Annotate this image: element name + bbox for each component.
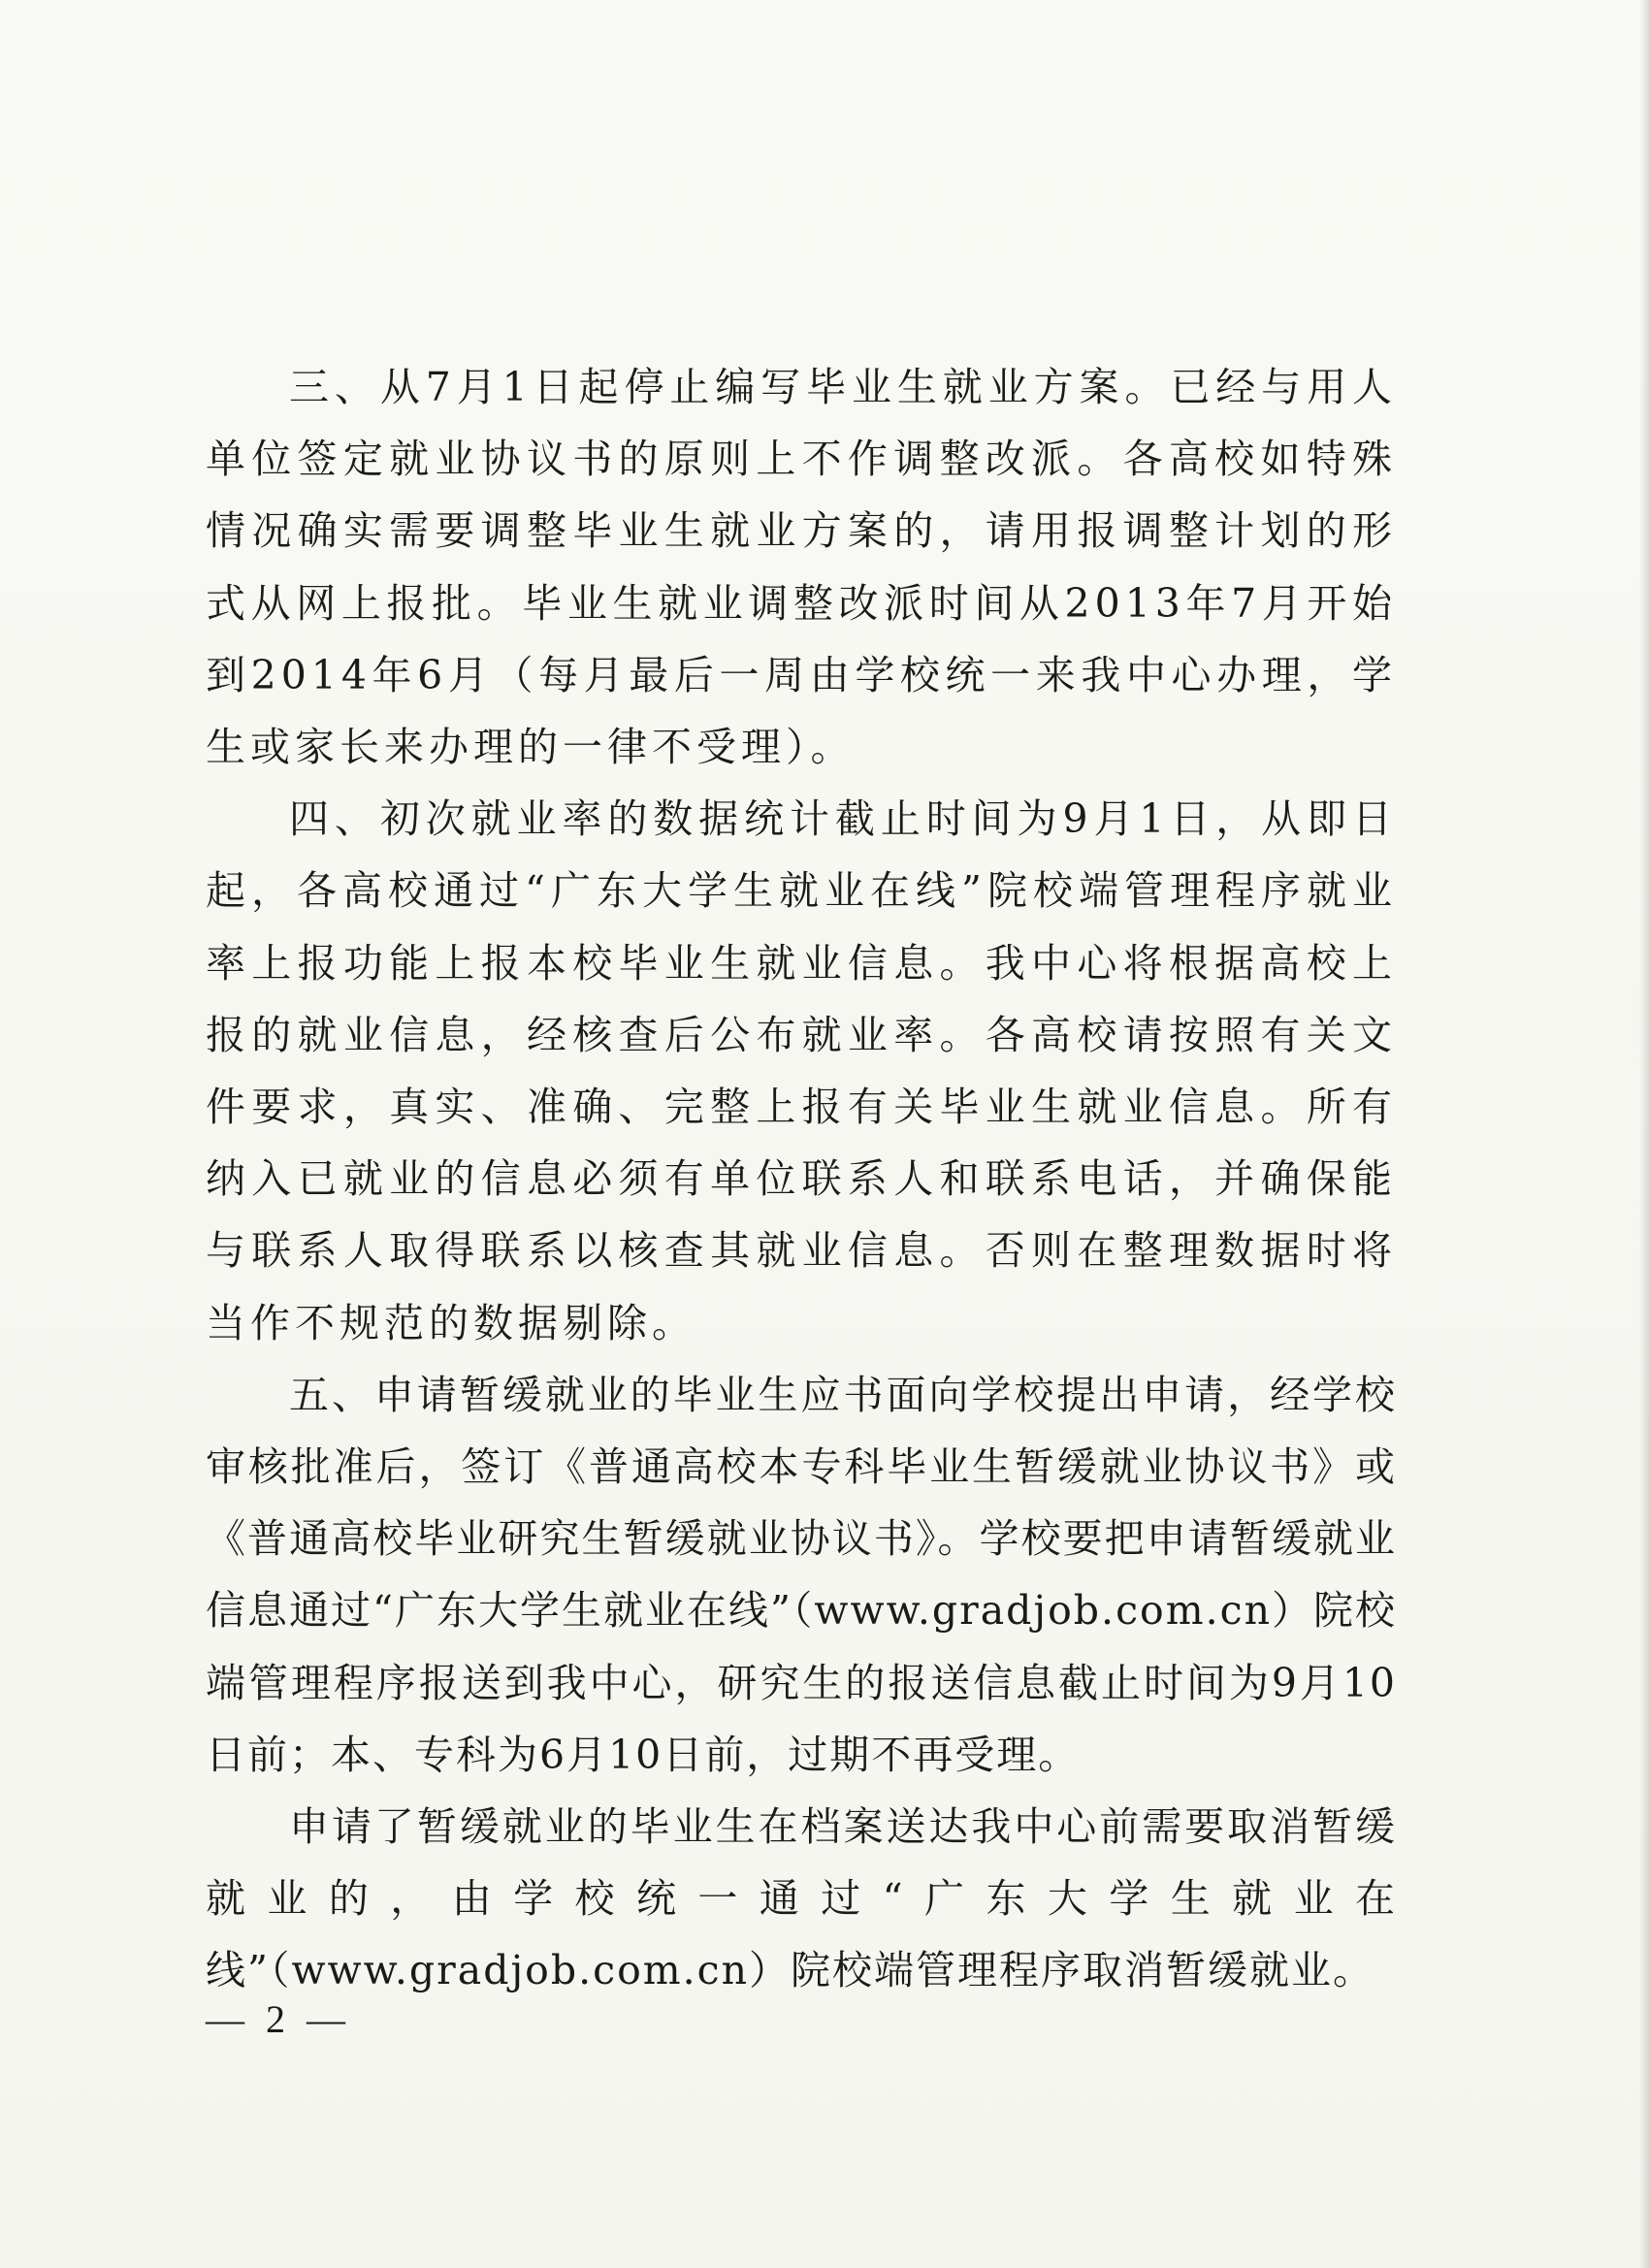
paragraph-section-4: 四、初次就业率的数据统计截止时间为9月1日，从即日起，各高校通过“广东大学生就业在线”院校端管理程序就业率上报功能上报本校毕业生就业信息。我中心将根据高校上报的就业信息，经核查后公布就业率。各高校请按照有关文件要求，真实、准确、完整上报有关毕业生就业信息。所有纳入已就业的信息必须有单位联系人和联系电话，并确保能与联系人取得联系以核查其就业信息。否则在整理数据时将当作不规范的数据剔除。 — [206, 795, 1397, 1346]
document-body — [206, 351, 1397, 2007]
paragraph-section-3: 三、从7月1日起停止编写毕业生就业方案。已经与用人单位签定就业协议书的原则上不作调整改派。各高校如特殊情况确实需要调整毕业生就业方案的，请用报调整计划的形式从网上报批。毕业生就业调整改派时间从2013年7月开始到2014年6月（每月最后一周由学校统一来我中心办理，学生或家长来办理的一律不受理）。 — [206, 364, 1397, 771]
scan-edge-shadow — [1639, 0, 1649, 2268]
page-number: — 2 — — [206, 1997, 351, 2041]
paragraph-section-5: 五、申请暂缓就业的毕业生应书面向学校提出申请，经学校审核批准后，签订《普通高校本专科毕业生暂缓就业协议书》或《普通高校毕业研究生暂缓就业协议书》。学校要把申请暂缓就业信息通过“广东大学生就业在线”（www.gradjob.com.cn）院校端管理程序报送到我中心，研究生的报送信息截止时间为9月10日前；本、专科为6月10日前，过期不再受理。 — [206, 1371, 1398, 1778]
paragraph-deferral-cancel: 申请了暂缓就业的毕业生在档案送达我中心前需要取消暂缓就业的，由学校统一通过“广东大学生就业在线”（www.gradjob.com.cn）院校端管理程序取消暂缓就业。 — [206, 1803, 1397, 1994]
